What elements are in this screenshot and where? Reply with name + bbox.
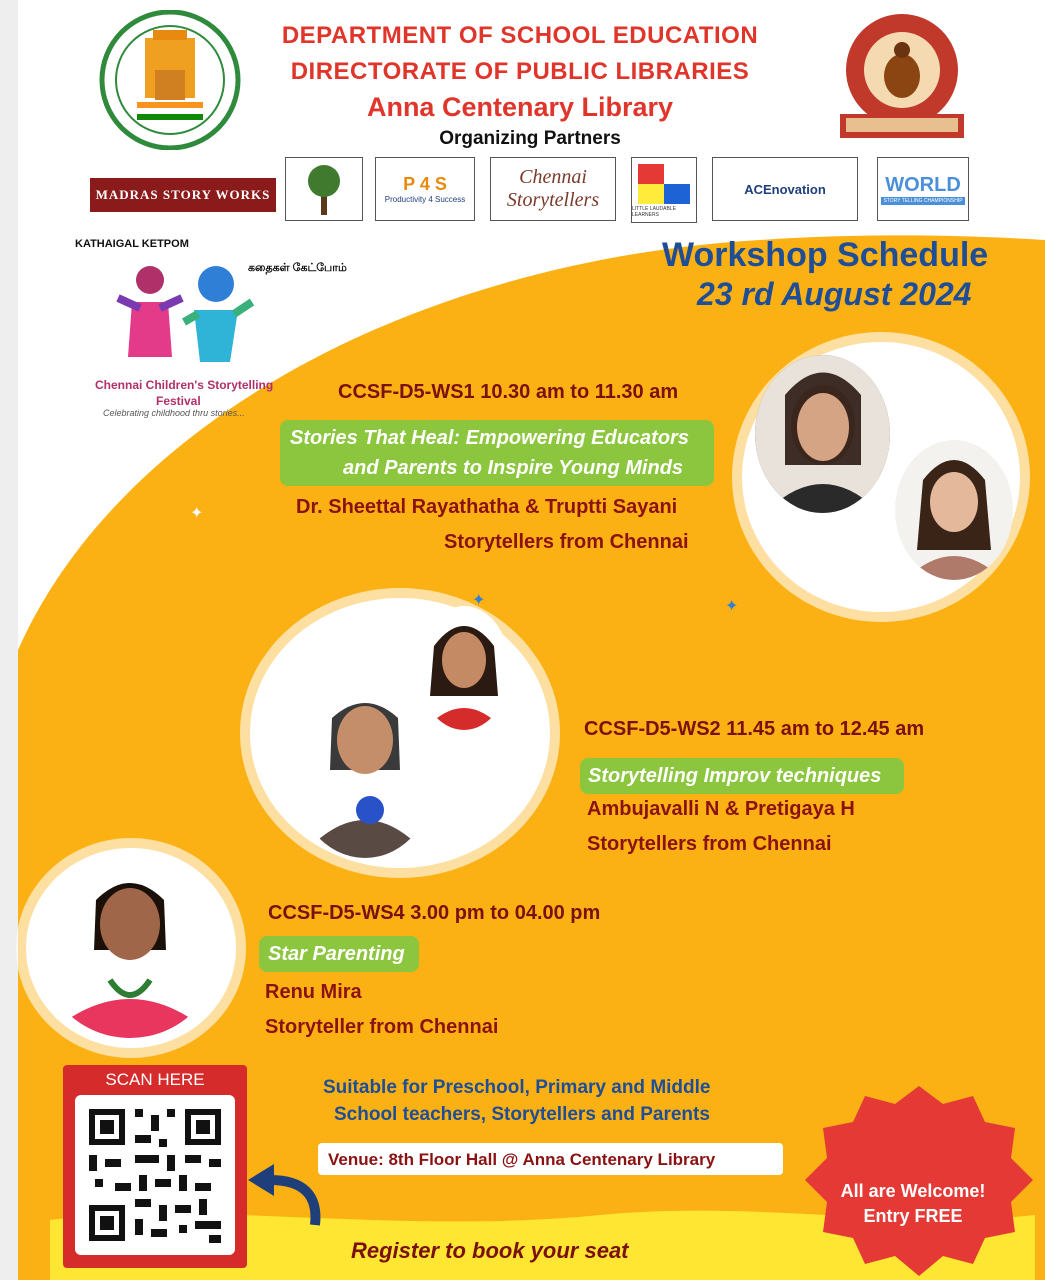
festival-tamil-text: கதைகள் கேட்போம்: [248, 262, 347, 274]
sparkle-decoration: ✦: [725, 598, 739, 615]
session-2-speakers: Ambujavalli N & Pretigaya H: [587, 798, 855, 820]
venue-banner: [318, 1143, 783, 1175]
tree-logo: [285, 157, 363, 221]
acenovation-text: ACEnovation: [744, 181, 826, 197]
festival-name-line2: Festival: [156, 394, 201, 408]
venue-text: Venue: 8th Floor Hall @ Anna Centenary Library: [328, 1150, 716, 1169]
p4s-text: Productivity 4 Success: [384, 195, 466, 204]
session-1-topic-line1: Stories That Heal: Empowering Educators: [290, 427, 689, 449]
kathaigal-ketpom-label: KATHAIGAL KETPOM: [75, 238, 189, 250]
chennai-storytellers-line2: Storytellers: [506, 189, 600, 211]
session-2-time: CCSF-D5-WS2 11.45 am to 12.45 am: [584, 718, 925, 740]
festival-logo-graphic: [112, 262, 262, 372]
little-laudable-learners-logo: [631, 157, 697, 223]
workshop-schedule-heading: Workshop Schedule: [662, 236, 989, 274]
world-subtext: STORY TELLING CHAMPIONSHIP: [883, 197, 963, 204]
register-cta[interactable]: Register to book your seat: [351, 1238, 629, 1263]
session-3-speaker-photo: [40, 860, 220, 1038]
session-2-topic-line1: Storytelling Improv techniques: [588, 765, 882, 787]
organizing-partners-label: Organizing Partners: [439, 128, 621, 149]
welcome-badge: [803, 1082, 1035, 1278]
session-2-from: Storytellers from Chennai: [587, 833, 832, 855]
qr-code[interactable]: [75, 1095, 235, 1255]
session-1-speaker-1-photo: [755, 355, 890, 513]
acenovation-logo: [712, 157, 858, 221]
session-1-topic-line2: and Parents to Inspire Young Minds: [343, 457, 684, 479]
madras-story-works-text: MADRAS STORY WORKS: [95, 187, 271, 202]
session-2-speaker-1-photo: [418, 606, 510, 730]
session-1-speaker-2-photo: [895, 440, 1013, 580]
world-text: WORLD: [885, 173, 961, 196]
header-department: DEPARTMENT OF SCHOOL EDUCATION: [281, 22, 759, 49]
session-2-speaker-2-photo: [292, 680, 438, 858]
festival-name-line1: Chennai Children's Storytelling: [95, 378, 274, 392]
p4s-mark: P 4 S: [403, 174, 447, 194]
audience-line2: School teachers, Storytellers and Parents: [334, 1104, 710, 1125]
scan-here-label: SCAN HERE: [105, 1070, 205, 1089]
session-1-from: Storytellers from Chennai: [444, 531, 689, 553]
world-storytelling-logo: [877, 157, 969, 221]
little-laudable-text: LITTLE LAUDABLE LEARNERS: [632, 206, 676, 218]
welcome-line2: Entry FREE: [863, 1206, 963, 1226]
session-3-time: CCSF-D5-WS4 3.00 pm to 04.00 pm: [268, 902, 601, 924]
header-directorate: DIRECTORATE OF PUBLIC LIBRARIES: [290, 58, 750, 85]
session-1-speakers: Dr. Sheettal Rayathatha & Truptti Sayani: [296, 496, 678, 518]
qr-code-pattern: [75, 1095, 235, 1255]
welcome-line1: All are Welcome!: [840, 1181, 986, 1201]
curved-arrow-icon: [240, 1140, 330, 1230]
festival-tagline: Celebrating childhood thru stories...: [103, 408, 245, 418]
audience-line1: Suitable for Preschool, Primary and Middle: [323, 1077, 711, 1098]
session-1-time: CCSF-D5-WS1 10.30 am to 11.30 am: [338, 381, 679, 403]
workshop-date: 23 rd August 2024: [697, 276, 972, 312]
session-1-topic-pill: [280, 420, 714, 486]
session-3-speakers: Renu Mira: [265, 981, 362, 1003]
session-2-topic-pill: [580, 758, 904, 794]
chennai-storytellers-logo: [490, 157, 616, 221]
productivity-4-success-logo: [375, 157, 475, 221]
sparkle-decoration: ✦: [190, 505, 204, 522]
header-library: Anna Centenary Library: [366, 92, 674, 122]
ayyan-thiruvalluvar-emblem: [836, 10, 968, 138]
sparkle-decoration: ✦: [472, 592, 486, 609]
session-3-topic-pill: [259, 936, 419, 972]
session-3-from: Storyteller from Chennai: [265, 1016, 499, 1038]
qr-code-panel[interactable]: [63, 1065, 247, 1268]
madras-story-works-logo: [90, 178, 276, 212]
session-3-topic-line1: Star Parenting: [268, 943, 405, 965]
chennai-storytellers-line1: Chennai: [519, 166, 587, 188]
